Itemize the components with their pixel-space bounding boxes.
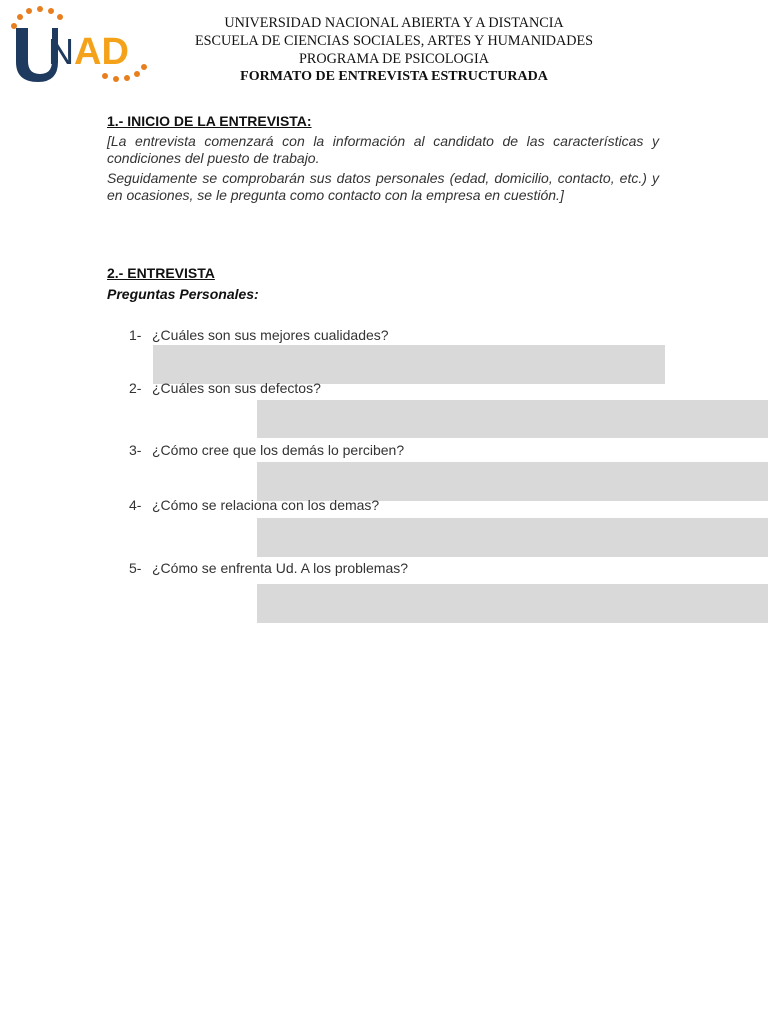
- answer-field-1[interactable]: [153, 345, 665, 384]
- svg-text:N: N: [48, 31, 74, 72]
- question-number: 3-: [129, 442, 142, 458]
- question-text: ¿Cuáles son sus mejores cualidades?: [152, 327, 389, 343]
- svg-text:AD: AD: [74, 31, 129, 73]
- header-university: UNIVERSIDAD NACIONAL ABIERTA Y A DISTANCIA: [224, 15, 564, 31]
- section2-subheading: Preguntas Personales:: [107, 286, 259, 302]
- answer-field-2[interactable]: [257, 400, 768, 438]
- section1-heading: 1.- INICIO DE LA ENTREVISTA:: [107, 113, 312, 129]
- header-format-title: FORMATO DE ENTREVISTA ESTRUCTURADA: [240, 69, 548, 84]
- document-header: [160, 14, 628, 86]
- answer-field-5[interactable]: [257, 584, 768, 623]
- answer-field-3[interactable]: [257, 462, 768, 501]
- question-number: 2-: [129, 380, 142, 396]
- question-number: 4-: [129, 497, 142, 513]
- question-text: ¿Cómo se enfrenta Ud. A los problemas?: [152, 560, 409, 576]
- question-text: ¿Cómo cree que los demás lo perciben?: [152, 442, 405, 458]
- section1-paragraph-1: [La entrevista comenzará con la información al candidato de las características y condiciones del puesto de trabajo.: [107, 133, 659, 166]
- header-school: ESCUELA DE CIENCIAS SOCIALES, ARTES Y HUMANIDADES: [194, 33, 594, 49]
- question-number: 5-: [129, 560, 142, 576]
- section1-paragraph-2: Seguidamente se comprobarán sus datos personales (edad, domicilio, contacto, etc.) y en ocasiones, se le pregunta como contacto con la empresa en cuestión.]: [107, 170, 659, 203]
- header-program: PROGRAMA DE PSICOLOGIA: [299, 51, 489, 67]
- unad-logo: [8, 6, 152, 86]
- section2-heading: 2.- ENTREVISTA: [107, 265, 215, 281]
- question-number: 1-: [129, 327, 142, 343]
- answer-field-4[interactable]: [257, 518, 768, 557]
- question-text: ¿Cómo se relaciona con los demas?: [152, 497, 380, 513]
- question-text: ¿Cuáles son sus defectos?: [152, 380, 321, 396]
